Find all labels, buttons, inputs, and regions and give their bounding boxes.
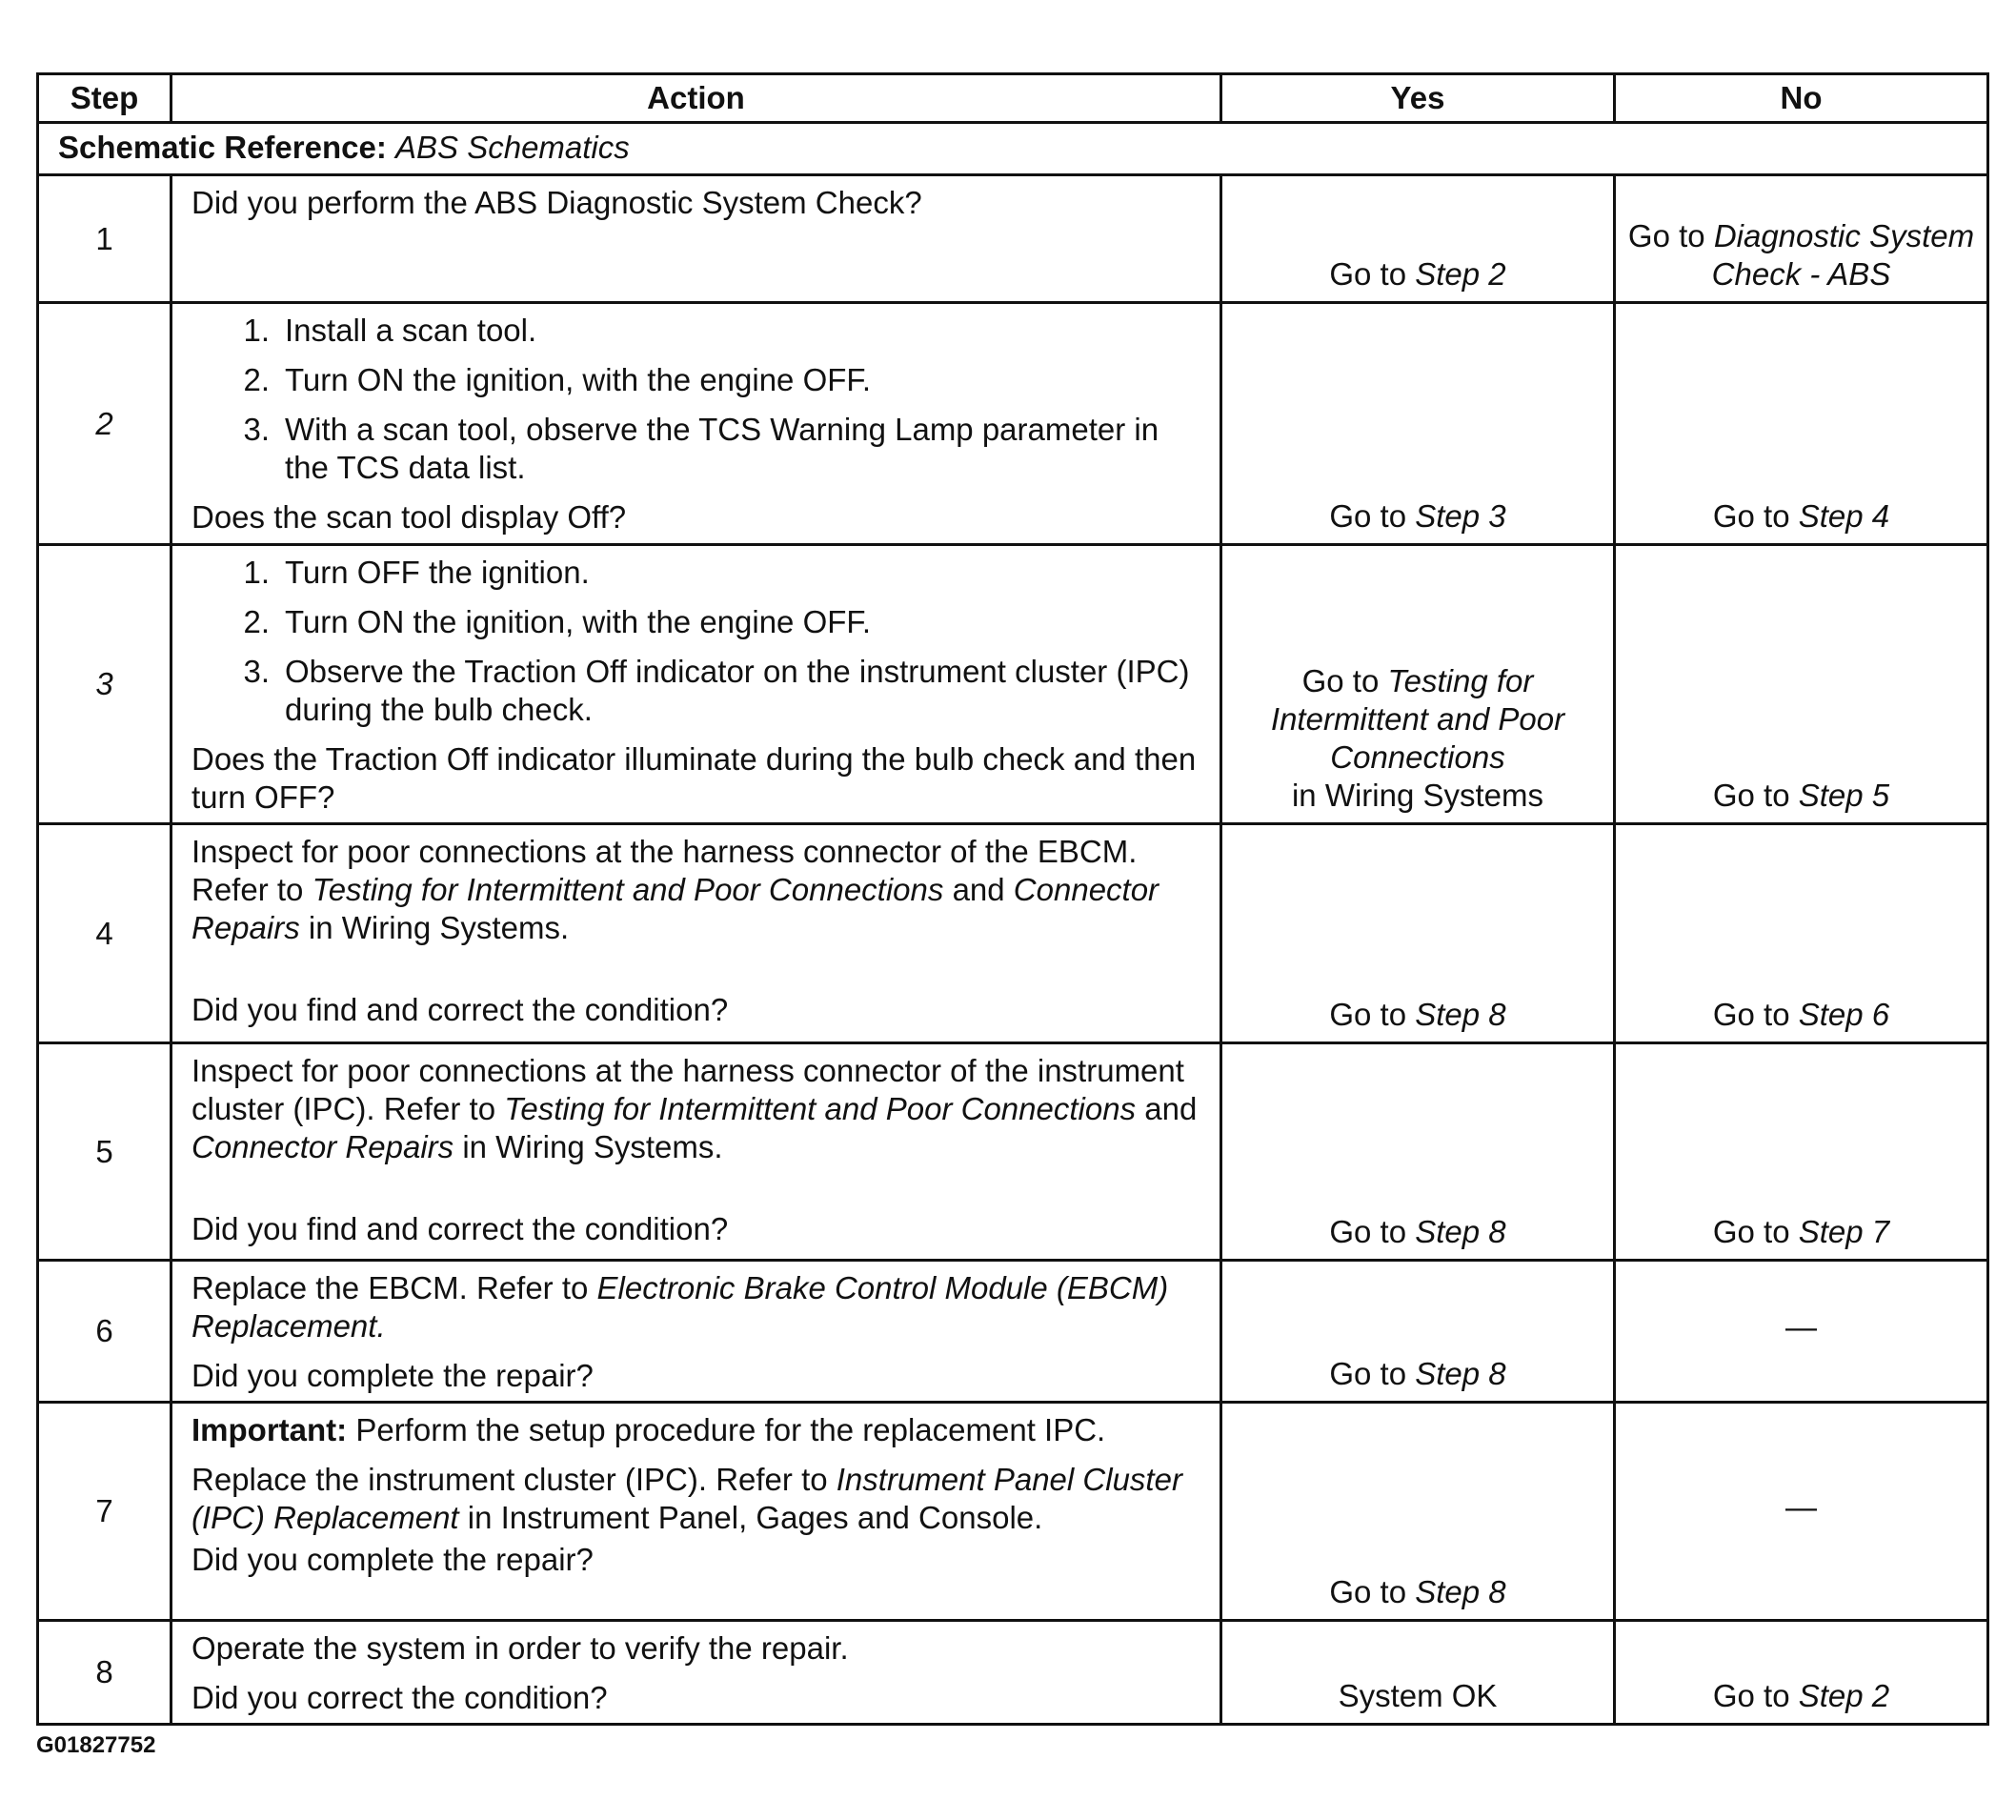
table-header-row — [38, 74, 1988, 123]
yes-link: Step 8 — [1415, 997, 1506, 1032]
yes-link: Step 8 — [1415, 1574, 1506, 1609]
yes-cell — [1221, 1403, 1615, 1621]
action-step-item: 1. Install a scan tool. — [243, 313, 537, 348]
table-row — [38, 1261, 1988, 1403]
action-cell — [171, 303, 1221, 545]
step-number: 1 — [38, 175, 171, 303]
action-cell — [171, 1261, 1221, 1403]
schematic-reference — [38, 123, 1988, 175]
no-dash: — — [1785, 1489, 1817, 1525]
action-cell — [171, 545, 1221, 824]
header-step: Step — [38, 74, 171, 123]
action-step-item: 3. Observe the Traction Off indicator on the instrument cluster (IPC) during the bulb check. — [243, 654, 1190, 727]
action-text: Inspect for poor connections at the harness connector of the instrument cluster (IPC). Refer to Testing for Intermittent and Poor Connections and Connector Repairs in Wiring Systems. — [192, 1053, 1198, 1164]
yes-link: Step 8 — [1415, 1214, 1506, 1249]
action-text: Replace the EBCM. Refer to Electronic Brake Control Module (EBCM) Replacement. — [192, 1270, 1169, 1344]
no-link: Step 4 — [1798, 498, 1890, 534]
no-prefix: Go to — [1712, 997, 1790, 1032]
reference-link: Testing for Intermittent and Poor Connections — [504, 1091, 1137, 1126]
action-question: Did you correct the condition? — [192, 1680, 608, 1715]
yes-link: Testing for Intermittent and Poor Connections — [1270, 663, 1565, 775]
yes-cell — [1221, 545, 1615, 824]
yes-prefix: Go to — [1329, 1574, 1407, 1609]
figure-id: G01827752 — [36, 1732, 156, 1758]
reference-link: Instrument Panel Cluster (IPC) Replacement — [192, 1462, 1182, 1535]
table-row — [38, 303, 1988, 545]
table-row — [38, 1403, 1988, 1621]
yes-suffix: in Wiring Systems — [1291, 778, 1544, 813]
step-number: 3 — [38, 545, 171, 824]
action-cell — [171, 1403, 1221, 1621]
yes-link: Step 3 — [1415, 498, 1506, 534]
yes-prefix: Go to — [1329, 1214, 1407, 1249]
yes-link: Step 2 — [1415, 256, 1506, 292]
action-cell — [171, 175, 1221, 303]
header-action: Action — [171, 74, 1221, 123]
no-cell — [1615, 1403, 1988, 1621]
no-prefix: Go to — [1712, 778, 1790, 813]
table-row — [38, 1621, 1988, 1725]
action-cell — [171, 1621, 1221, 1725]
action-question: Did you find and correct the condition? — [192, 992, 729, 1027]
reference-link: Connector Repairs — [192, 1129, 454, 1164]
reference-link: Connector Repairs — [192, 872, 1159, 945]
step-number: 7 — [38, 1403, 171, 1621]
action-question: Does the scan tool display Off? — [192, 499, 627, 535]
no-prefix: Go to — [1627, 218, 1705, 253]
action-step-item: 3. With a scan tool, observe the TCS Warning Lamp parameter in the TCS data list. — [243, 412, 1159, 485]
no-cell — [1615, 1261, 1988, 1403]
action-steps — [192, 554, 1202, 729]
important-label: Important: — [192, 1412, 348, 1447]
no-cell — [1615, 303, 1988, 545]
no-link: Step 2 — [1798, 1678, 1890, 1713]
header-no: No — [1615, 74, 1988, 123]
action-question: Did you complete the repair? — [192, 1542, 594, 1577]
no-prefix: Go to — [1712, 498, 1790, 534]
no-cell — [1615, 545, 1988, 824]
yes-cell — [1221, 303, 1615, 545]
no-link: Step 6 — [1798, 997, 1890, 1032]
yes-prefix: Go to — [1329, 1356, 1407, 1391]
yes-prefix: Go to — [1329, 498, 1407, 534]
action-step-item: 2. Turn ON the ignition, with the engine OFF. — [243, 362, 872, 397]
action-question: Did you find and correct the condition? — [192, 1211, 729, 1246]
step-number: 6 — [38, 1261, 171, 1403]
step-number: 4 — [38, 824, 171, 1043]
yes-cell — [1221, 1261, 1615, 1403]
table-row — [38, 175, 1988, 303]
action-step-item: 2. Turn ON the ignition, with the engine OFF. — [243, 604, 872, 639]
no-cell — [1615, 175, 1988, 303]
no-link: Step 7 — [1798, 1214, 1890, 1249]
yes-prefix: Go to — [1329, 997, 1407, 1032]
no-link: Step 5 — [1798, 778, 1890, 813]
yes-cell — [1221, 1043, 1615, 1261]
step-number: 8 — [38, 1621, 171, 1725]
yes-prefix: Go to — [1301, 663, 1380, 698]
action-question: Did you perform the ABS Diagnostic System Check? — [192, 185, 922, 220]
action-text: Inspect for poor connections at the harness connector of the EBCM. Refer to Testing for Intermittent and Poor Connections and Connector Repairs in Wiring Systems. — [192, 834, 1159, 945]
reference-value: ABS Schematics — [395, 130, 630, 165]
reference-label: Schematic Reference: — [58, 130, 387, 165]
diagnostic-table — [36, 72, 1989, 1726]
yes-prefix: Go to — [1329, 256, 1407, 292]
step-number: 5 — [38, 1043, 171, 1261]
action-step-item: 1. Turn OFF the ignition. — [243, 555, 590, 590]
yes-cell — [1221, 824, 1615, 1043]
table-row — [38, 545, 1988, 824]
yes-link: Step 8 — [1415, 1356, 1506, 1391]
important-note: Important: Perform the setup procedure for the replacement IPC. — [192, 1412, 1106, 1447]
reference-link: Electronic Brake Control Module (EBCM) Replacement — [192, 1270, 1169, 1344]
schematic-reference-row — [38, 123, 1988, 175]
reference-link: Testing for Intermittent and Poor Connections — [312, 872, 944, 907]
action-question: Does the Traction Off indicator illuminate during the bulb check and then turn OFF? — [192, 741, 1197, 815]
no-prefix: Go to — [1712, 1214, 1790, 1249]
action-cell — [171, 1043, 1221, 1261]
no-cell — [1615, 1043, 1988, 1261]
table-row — [38, 824, 1988, 1043]
action-text: Operate the system in order to verify the repair. — [192, 1630, 849, 1666]
no-prefix: Go to — [1712, 1678, 1790, 1713]
no-link: Diagnostic System Check - ABS — [1711, 218, 1975, 292]
yes-cell — [1221, 175, 1615, 303]
action-steps — [192, 312, 1202, 487]
table-row — [38, 1043, 1988, 1261]
step-number: 2 — [38, 303, 171, 545]
action-text: Replace the instrument cluster (IPC). Refer to Instrument Panel Cluster (IPC) Replacement in Instrument Panel, Gages and Console. — [192, 1462, 1182, 1535]
no-cell — [1615, 824, 1988, 1043]
header-yes: Yes — [1221, 74, 1615, 123]
yes-text: System OK — [1338, 1678, 1498, 1713]
action-cell — [171, 824, 1221, 1043]
no-dash: — — [1785, 1309, 1817, 1345]
no-cell — [1615, 1621, 1988, 1725]
action-question: Did you complete the repair? — [192, 1358, 594, 1393]
yes-cell — [1221, 1621, 1615, 1725]
